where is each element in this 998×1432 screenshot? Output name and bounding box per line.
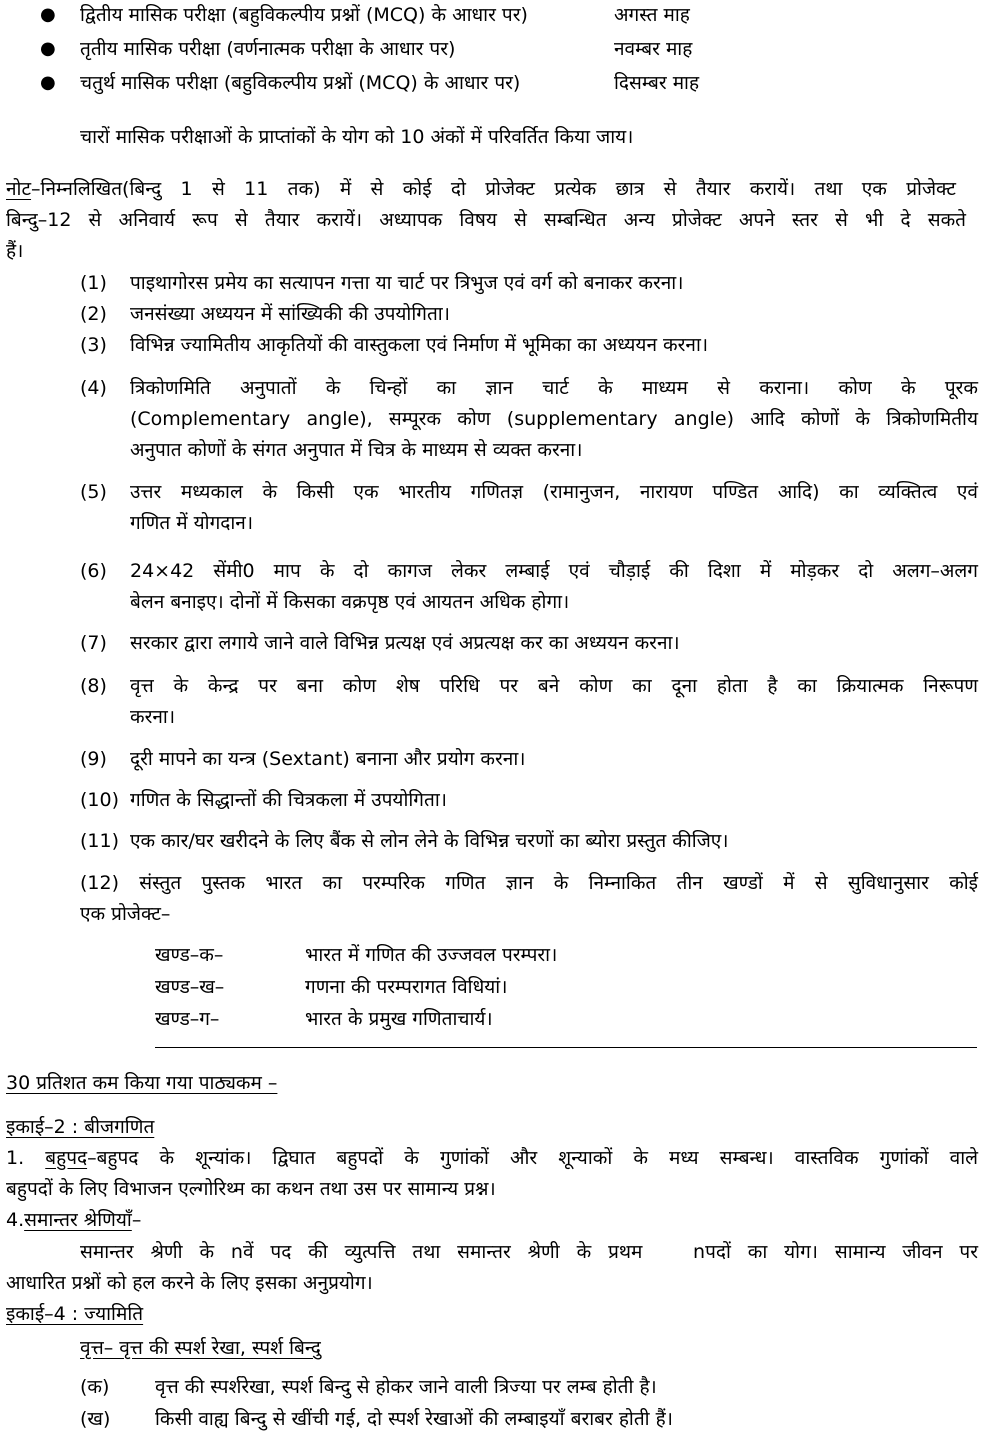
unit-2-point-4-text: समान्तर श्रेणी के nवें पद की व्युत्पत्ति तथा समान्तर श्रेणी के प्रथम nपदों का योग। सामान्य जीवन पर <box>80 1241 978 1263</box>
project-text: करना। <box>130 706 176 728</box>
khand-label: खण्ड–ख– <box>155 976 225 998</box>
project-text: विभिन्न ज्यामितीय आकृतियों की वास्तुकला एवं निर्माण में भूमिका का अध्ययन करना। <box>130 334 709 356</box>
bullet-icon: ● <box>40 38 56 59</box>
project-text: सरकार द्वारा लगाये जाने वाले विभिन्न प्रत्यक्ष एवं अप्रत्यक्ष कर का अध्ययन करना। <box>130 632 680 654</box>
exam-total-note: चारों मासिक परीक्षाओं के प्राप्तांकों के योग को 10 अंकों में परिवर्तित किया जाय। <box>80 126 634 148</box>
project-text: जनसंख्या अध्ययन में सांख्यिकी की उपयोगिता। <box>130 303 450 325</box>
unit-4-item-text: वृत्त की स्पर्शरेखा, स्पर्श बिन्दु से होकर जाने वाली त्रिज्या पर लम्ब होती है। <box>155 1376 657 1398</box>
project-text: वृत्त के केन्द्र पर बना कोण शेष परिधि पर बने कोण का दूना होता है का क्रियात्मक निरूपण <box>130 675 978 697</box>
project-number: (7) <box>80 632 107 654</box>
khand-label: खण्ड–क– <box>155 944 224 966</box>
project-text: उत्तर मध्यकाल के किसी एक भारतीय गणितज्ञ (रामानुजन, नारायण पण्डित आदि) का व्यक्तित्व एवं <box>130 481 978 503</box>
project-number: (6) <box>80 560 107 582</box>
project-text: गणित के सिद्धान्तों की चित्रकला में उपयोगिता। <box>130 789 447 811</box>
unit-2-point-4-cont: आधारित प्रश्नों को हल करने के लिए इसका अनुप्रयोग। <box>6 1272 373 1294</box>
project-text: (Complementary angle), सम्पूरक कोण (supplementary angle) आदि कोणों के त्रिकोणमितीय <box>130 408 978 430</box>
unit-4-subtitle: वृत्त– वृत्त की स्पर्श रेखा, स्पर्श बिन्दु <box>80 1337 321 1359</box>
project-text: एक कार/घर खरीदने के लिए बैंक से लोन लेने के विभिन्न चरणों का ब्योरा प्रस्तुत कीजिए। <box>130 830 729 852</box>
project-text: बेलन बनाइए। दोनों में किसका वक्रपृष्ठ एवं आयतन अधिक होगा। <box>130 591 570 613</box>
project-text: गणित में योगदान। <box>130 512 254 534</box>
note-label: नोट <box>6 178 32 200</box>
point-heading: बहुपद <box>45 1147 88 1169</box>
reduced-syllabus-title: 30 प्रतिशत कम किया गया पाठ्यकम – <box>6 1072 278 1094</box>
project-12-text: एक प्रोजेक्ट– <box>80 903 171 925</box>
point-heading: समान्तर श्रेणियाँ <box>24 1209 132 1231</box>
unit-2-title: इकाई–2 : बीजगणित <box>6 1116 155 1138</box>
project-number: (3) <box>80 334 107 356</box>
project-12-text: (12) संस्तुत पुस्तक भारत का परम्परिक गणित ज्ञान के निम्नाकित तीन खण्डों में से सुविधानुसार कोई <box>80 872 978 894</box>
exam-item: द्वितीय मासिक परीक्षा (बहुविकल्पीय प्रश्नों (MCQ) के आधार पर) <box>80 4 528 26</box>
khand-text: भारत में गणित की उज्जवल परम्परा। <box>305 944 558 966</box>
project-number: (10) <box>80 789 120 811</box>
exam-month: नवम्बर माह <box>614 38 693 60</box>
khand-label: खण्ड–ग– <box>155 1008 220 1030</box>
project-text: पाइथागोरस प्रमेय का सत्यापन गत्ता या चार्ट पर त्रिभुज एवं वर्ग को बनाकर करना। <box>130 272 684 294</box>
project-number: (4) <box>80 377 107 399</box>
project-text: दूरी मापने का यन्त्र (Sextant) बनाना और प्रयोग करना। <box>130 748 526 770</box>
bullet-icon: ● <box>40 72 56 93</box>
section-divider <box>155 1047 977 1048</box>
project-number: (9) <box>80 748 107 770</box>
exam-item: चतुर्थ मासिक परीक्षा (बहुविकल्पीय प्रश्नों (MCQ) के आधार पर) <box>80 72 521 94</box>
unit-4-title: इकाई–4 : ज्यामिति <box>6 1303 144 1325</box>
project-number: (2) <box>80 303 107 325</box>
unit-2-point-1: 1. बहुपद–बहुपद के शून्यांक। द्विघात बहुपदों के गुणांकों और शून्याकों के मध्य सम्बन्ध। वास्तविक गुणांकों वाले <box>6 1147 979 1169</box>
unit-2-point-4: 4.समान्तर श्रेणियाँ– <box>6 1209 142 1231</box>
project-text: 24×42 सेंमी0 माप के दो कागज लेकर लम्बाई एवं चौड़ाई की दिशा में मोड़कर दो अलग–अलग <box>130 560 978 582</box>
project-number: (11) <box>80 830 120 852</box>
project-number: (8) <box>80 675 107 697</box>
unit-2-point-1-cont: बहुपदों के लिए विभाजन एल्गोरिथ्म का कथन तथा उस पर सामान्य प्रश्न। <box>6 1178 496 1200</box>
exam-month: दिसम्बर माह <box>614 72 700 94</box>
unit-4-item-label: (क) <box>80 1376 110 1398</box>
bullet-icon: ● <box>40 4 56 25</box>
project-text: त्रिकोणमिति अनुपातों के चिन्हों का ज्ञान चार्ट के माध्यम से कराना। कोण के पूरक <box>130 377 978 399</box>
exam-item: तृतीय मासिक परीक्षा (वर्णनात्मक परीक्षा के आधार पर) <box>80 38 456 60</box>
khand-text: गणना की परम्परागत विधियां। <box>305 976 508 998</box>
unit-4-item-text: किसी वाह्य बिन्दु से खींची गई, दो स्पर्श रेखाओं की लम्बाइयाँ बराबर होती हैं। <box>155 1408 673 1430</box>
exam-month: अगस्त माह <box>614 4 690 26</box>
unit-4-item-label: (ख) <box>80 1408 111 1430</box>
project-text: अनुपात कोणों के संगत अनुपात में चित्र के माध्यम से व्यक्त करना। <box>130 439 583 461</box>
khand-text: भारत के प्रमुख गणिताचार्य। <box>305 1008 493 1030</box>
project-number: (1) <box>80 272 107 294</box>
project-number: (5) <box>80 481 107 503</box>
